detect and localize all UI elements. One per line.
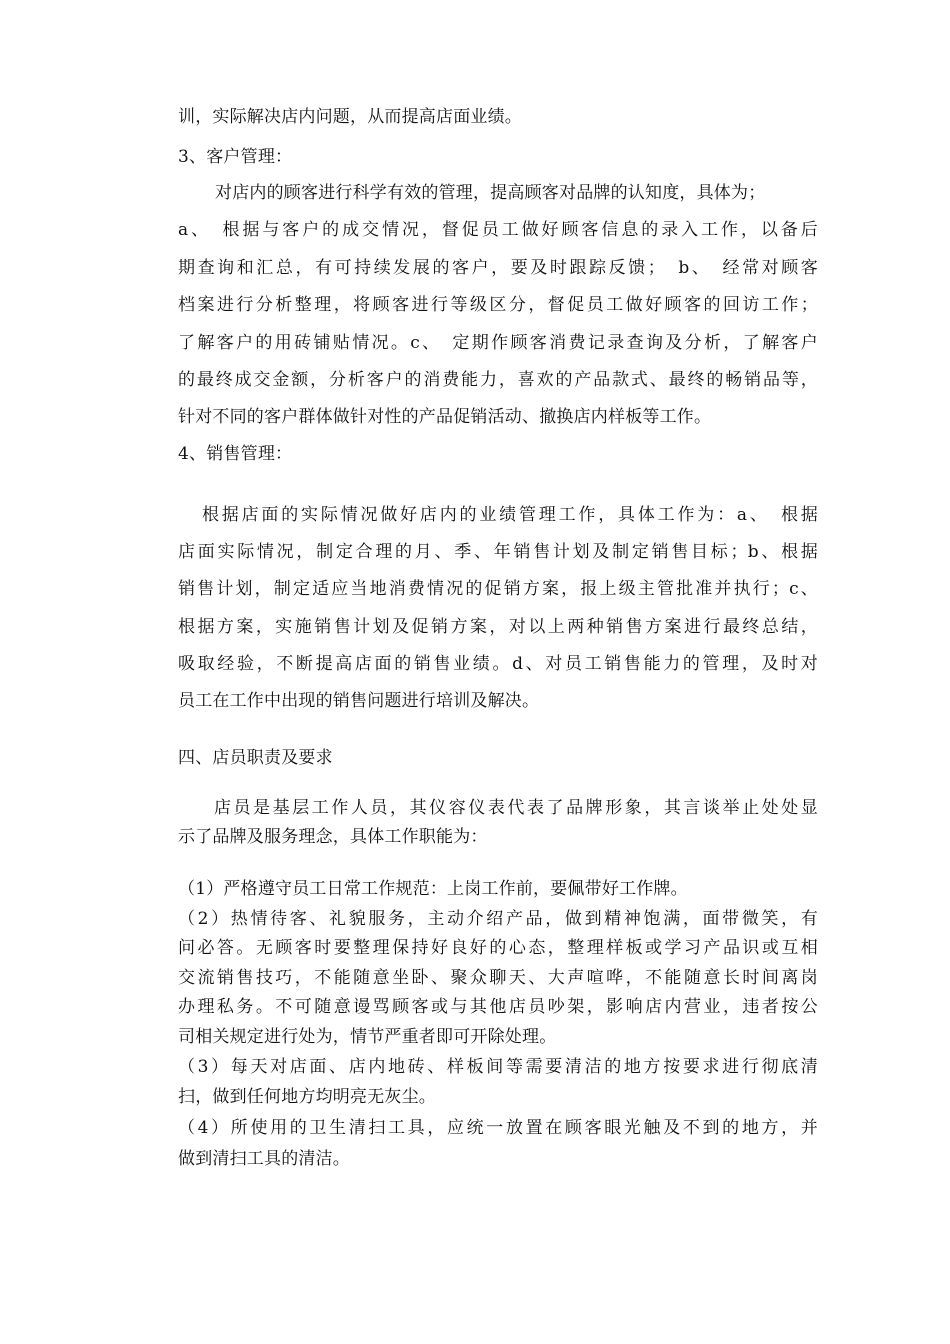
text-line: 做到清扫工具的清洁。 [178,1149,350,1169]
text-line: 问必答。无顾客时要整理保持好良好的心态，整理样板或学习产品识或互相 [178,938,818,958]
text-line: 办理私务。不可随意谩骂顾客或与其他店员吵架，影响店内营业，违者按公 [178,997,818,1017]
text-line: 扫，做到任何地方均明亮无灰尘。 [178,1087,436,1107]
text-line: a、 根据与客户的成交情况，督促员工做好顾客信息的录入工作，以备后 [178,220,818,240]
text-line: 的最终成交金额，分析客户的消费能力，喜欢的产品款式、最终的畅销品等， [178,370,818,390]
section-heading-sales-management: 4、销售管理： [178,444,293,464]
text-line: 根据店面的实际情况做好店内的业绩管理工作，具体工作为：a、 根据 [202,505,818,525]
text-line: 档案进行分析整理，将顾客进行等级区分，督促员工做好顾客的回访工作； [178,295,818,315]
text-line: 店员是基层工作人员，其仪容仪表代表了品牌形象，其言谈举止处处显 [214,798,818,818]
text-line: 期查询和汇总，有可持续发展的客户，要及时跟踪反馈； b、 经常对顾客 [178,258,818,278]
list-item: （2）热情待客、礼貌服务，主动介绍产品，做到精神饱满，面带微笑，有 [178,909,818,929]
list-item: （3）每天对店面、店内地砖、样板间等需要清洁的地方按要求进行彻底清 [178,1057,818,1077]
list-item: （1）严格遵守员工日常工作规范：上岗工作前，要佩带好工作牌。 [178,879,688,899]
section-heading-clerk-duties: 四、店员职责及要求 [178,748,333,768]
text-line: 对店内的顾客进行科学有效的管理，提高顾客对品牌的认知度，具体为； [215,183,766,203]
text-line: 根据方案，实施销售计划及促销方案，对以上两种销售方案进行最终总结， [178,617,818,637]
text-line: 销售计划，制定适应当地消费情况的促销方案，报上级主管批准并执行；c、 [178,579,818,599]
text-line: 店面实际情况，制定合理的月、季、年销售计划及制定销售目标；b、根据 [178,542,818,562]
text-line: 示了品牌及服务理念，具体工作职能为： [178,827,488,847]
text-line: 吸取经验，不断提高店面的销售业绩。d、对员工销售能力的管理，及时对 [178,654,818,674]
section-heading-customer-management: 3、客户管理： [178,147,293,167]
text-line: 交流销售技巧，不能随意坐卧、聚众聊天、大声喧哗，不能随意长时间离岗 [178,968,818,988]
text-line: 针对不同的客户群体做针对性的产品促销活动、撤换店内样板等工作。 [178,407,712,427]
text-line: 训，实际解决店内问题，从而提高店面业绩。 [178,107,522,127]
text-line: 了解客户的用砖铺贴情况。c、 定期作顾客消费记录查询及分析，了解客户 [178,333,818,353]
text-line: 司相关规定进行处为，情节严重者即可开除处理。 [178,1027,557,1047]
text-line: 员工在工作中出现的销售问题进行培训及解决。 [178,691,540,711]
list-item: （4）所使用的卫生清扫工具，应统一放置在顾客眼光触及不到的地方，并 [178,1118,818,1138]
